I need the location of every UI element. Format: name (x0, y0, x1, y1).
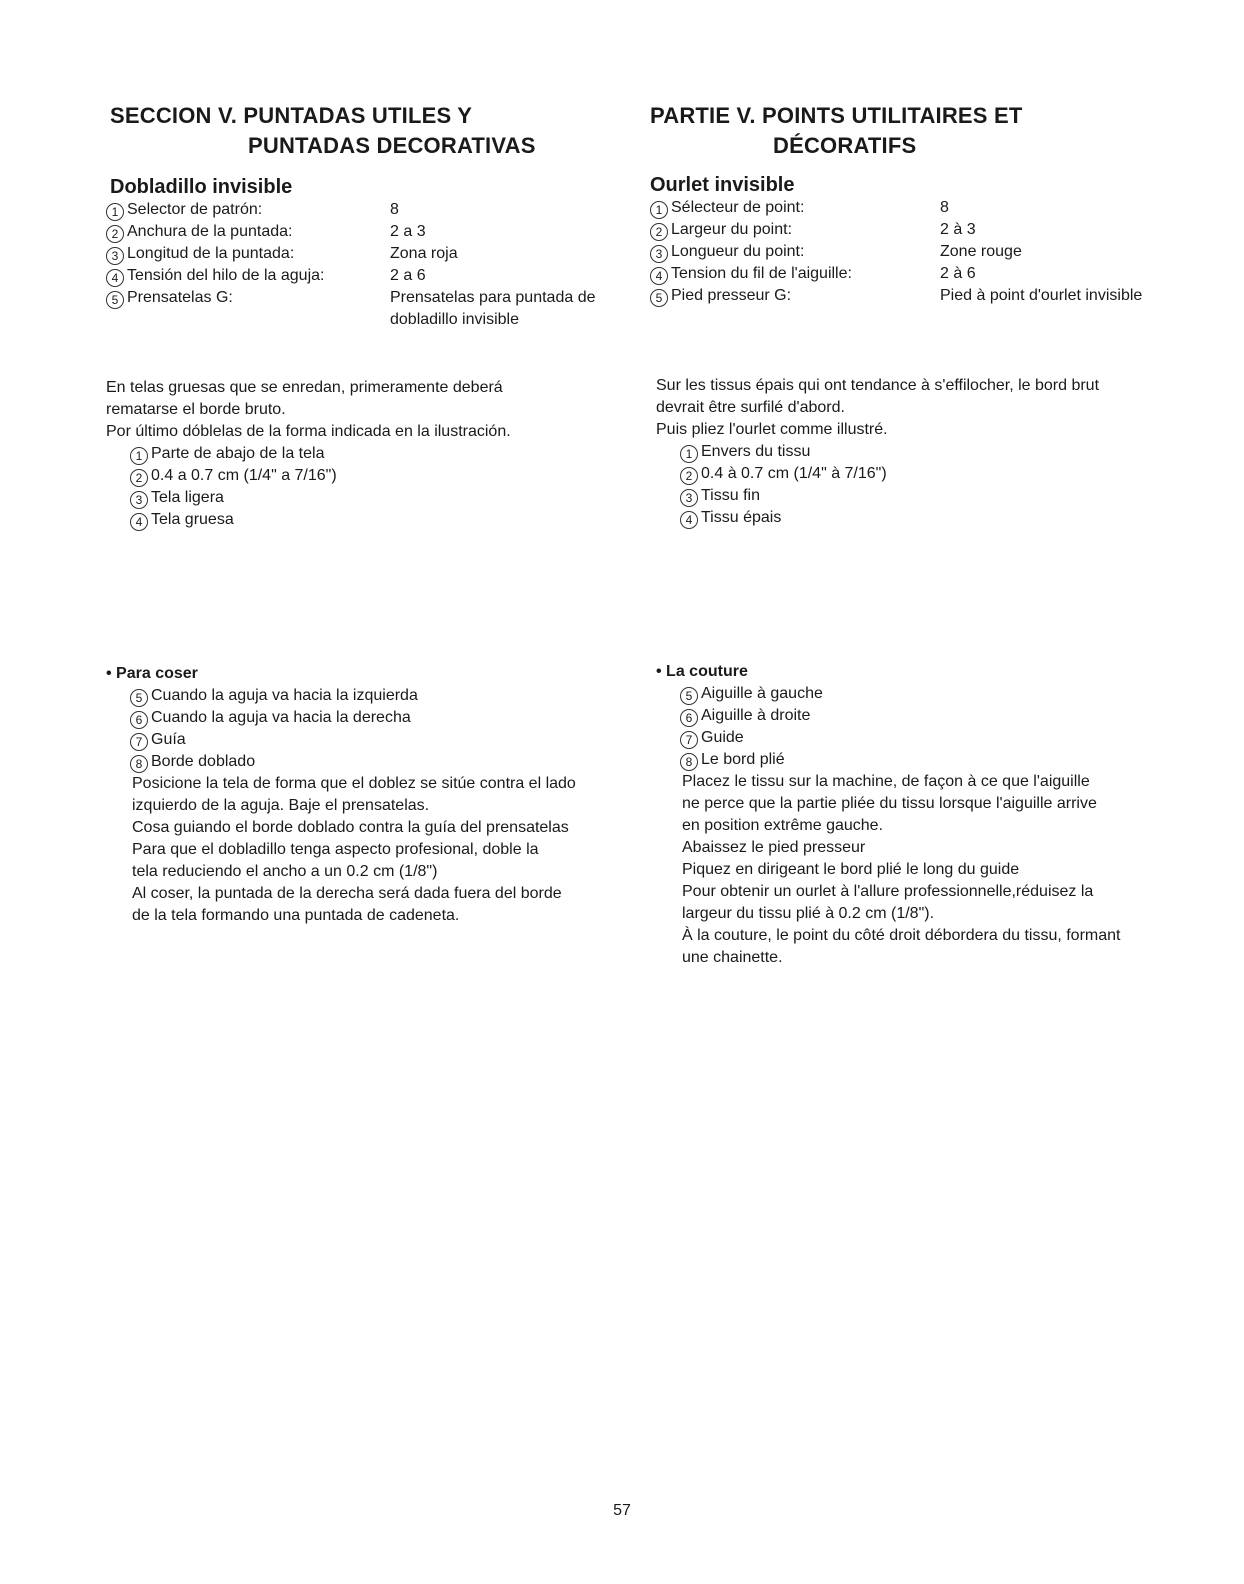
sewing-heading-es: • Para coser (106, 665, 198, 682)
part-text: Envers du tissu (701, 443, 811, 460)
part-text: Guía (151, 731, 186, 748)
intro-es-line: Por último dóblelas de la forma indicada en la ilustración. (106, 423, 511, 440)
setting-value-es-4: 2 a 6 (390, 267, 426, 284)
setting-value-fr-2: 2 à 3 (940, 221, 976, 238)
sewing-part-fr-7 (680, 727, 744, 749)
setting-row-es-5 (106, 287, 233, 309)
setting-value-es-3: Zona roja (390, 245, 458, 262)
sewing-text-fr-line: À la couture, le point du côté droit débordera du tissu, formant (682, 927, 1121, 944)
part-text: Tissu épais (701, 509, 782, 526)
sewing-text-fr-line: largeur du tissu plié à 0.2 cm (1/8"). (682, 905, 935, 922)
setting-label: Tension du fil de l'aiguille: (671, 265, 852, 282)
setting-label: Tensión del hilo de la aguja: (127, 267, 325, 284)
setting-value-es-2: 2 a 3 (390, 223, 426, 240)
sewing-text-es-line: Cosa guiando el borde doblado contra la guía del prensatelas (132, 819, 569, 836)
sewing-text-fr-line: en position extrême gauche. (682, 817, 884, 834)
part-es-4 (130, 509, 234, 531)
circled-number: 1 (130, 447, 148, 465)
circled-number: 8 (130, 755, 148, 773)
circled-number: 6 (130, 711, 148, 729)
subtitle-es: Dobladillo invisible (110, 176, 293, 198)
subtitle-fr: Ourlet invisible (650, 174, 795, 196)
setting-row-fr-5 (650, 285, 791, 307)
setting-row-fr-2 (650, 219, 792, 241)
sewing-text-fr-line: Abaissez le pied presseur (682, 839, 866, 856)
part-fr-4 (680, 507, 781, 529)
sewing-part-fr-6 (680, 705, 810, 727)
part-fr-1 (680, 441, 810, 463)
intro-fr-line: Puis pliez l'ourlet comme illustré. (656, 421, 888, 438)
setting-value-es-1: 8 (390, 201, 399, 218)
part-es-1 (130, 443, 324, 465)
part-text: Cuando la aguja va hacia la derecha (151, 709, 411, 726)
section-title-es-line2: PUNTADAS DECORATIVAS (248, 133, 536, 158)
setting-label: Anchura de la puntada: (127, 223, 293, 240)
circled-number: 4 (106, 269, 124, 287)
intro-es-line: En telas gruesas que se enredan, primeramente deberá (106, 379, 503, 396)
sewing-text-es-line: Para que el dobladillo tenga aspecto profesional, doble la (132, 841, 539, 858)
page-number: 57 (613, 1502, 631, 1519)
circled-number: 2 (106, 225, 124, 243)
setting-value-es-5: Prensatelas para puntada de (390, 289, 596, 306)
sewing-text-fr-line: ne perce que la partie pliée du tissu lorsque l'aiguille arrive (682, 795, 1097, 812)
sewing-text-es-line: izquierdo de la aguja. Baje el prensatelas. (132, 797, 430, 814)
sewing-text-fr-line: Pour obtenir un ourlet à l'allure professionnelle,réduisez la (682, 883, 1094, 900)
setting-row-es-2 (106, 221, 292, 243)
circled-number: 5 (106, 291, 124, 309)
circled-number: 3 (680, 489, 698, 507)
part-text: Tela gruesa (151, 511, 234, 528)
setting-row-es-1 (106, 199, 262, 221)
circled-number: 2 (680, 467, 698, 485)
setting-row-fr-4 (650, 263, 852, 285)
part-text: 0.4 à 0.7 cm (1/4" à 7/16") (701, 465, 887, 482)
sewing-text-es-line: Posicione la tela de forma que el doblez se sitúe contra el lado (132, 775, 576, 792)
sewing-heading-fr: • La couture (656, 663, 748, 680)
sewing-part-es-6 (130, 707, 411, 729)
sewing-part-es-8 (130, 751, 255, 773)
circled-number: 5 (680, 687, 698, 705)
part-text: Borde doblado (151, 753, 256, 770)
intro-fr-line: devrait être surfilé d'abord. (656, 399, 845, 416)
circled-number: 7 (130, 733, 148, 751)
setting-label: Sélecteur de point: (671, 199, 805, 216)
section-title-es-line1: SECCION V. PUNTADAS UTILES Y (110, 103, 473, 128)
part-fr-2 (680, 463, 887, 485)
part-text: Le bord plié (701, 751, 785, 768)
circled-number: 4 (680, 511, 698, 529)
sewing-text-fr-line: Placez le tissu sur la machine, de façon à ce que l'aiguille (682, 773, 1090, 790)
circled-number: 7 (680, 731, 698, 749)
setting-value-fr-1: 8 (940, 199, 949, 216)
part-text: 0.4 a 0.7 cm (1/4" a 7/16") (151, 467, 337, 484)
circled-number: 3 (130, 491, 148, 509)
circled-number: 1 (106, 203, 124, 221)
setting-value-fr-4: 2 à 6 (940, 265, 976, 282)
setting-label: Pied presseur G: (671, 287, 792, 304)
part-text: Tissu fin (701, 487, 760, 504)
setting-label: Longueur du point: (671, 243, 805, 260)
circled-number: 3 (106, 247, 124, 265)
section-title-fr-line1: PARTIE V. POINTS UTILITAIRES ET (650, 103, 1023, 128)
setting-value-fr-5: Pied à point d'ourlet invisible (940, 287, 1143, 304)
part-text: Parte de abajo de la tela (151, 445, 325, 462)
circled-number: 2 (650, 223, 668, 241)
setting-row-fr-3 (650, 241, 804, 263)
circled-number: 4 (130, 513, 148, 531)
circled-number: 4 (650, 267, 668, 285)
part-text: Cuando la aguja va hacia la izquierda (151, 687, 418, 704)
sewing-text-es-line: de la tela formando una puntada de cadeneta. (132, 907, 460, 924)
part-es-2 (130, 465, 337, 487)
part-text: Guide (701, 729, 744, 746)
sewing-text-fr-line: une chainette. (682, 949, 783, 966)
intro-es-line: rematarse el borde bruto. (106, 401, 286, 418)
sewing-part-es-5 (130, 685, 418, 707)
circled-number: 8 (680, 753, 698, 771)
sewing-part-fr-5 (680, 683, 823, 705)
sewing-part-fr-8 (680, 749, 785, 771)
circled-number: 5 (650, 289, 668, 307)
sewing-part-es-7 (130, 729, 186, 751)
intro-fr-line: Sur les tissus épais qui ont tendance à s'effilocher, le bord brut (656, 377, 1100, 394)
sewing-text-es-line: Al coser, la puntada de la derecha será dada fuera del borde (132, 885, 562, 902)
setting-label: Longitud de la puntada: (127, 245, 295, 262)
setting-value-fr-3: Zone rouge (940, 243, 1022, 260)
setting-row-fr-1 (650, 197, 804, 219)
part-es-3 (130, 487, 224, 509)
circled-number: 6 (680, 709, 698, 727)
setting-row-es-3 (106, 243, 294, 265)
circled-number: 1 (680, 445, 698, 463)
circled-number: 3 (650, 245, 668, 263)
setting-label: Selector de patrón: (127, 201, 263, 218)
part-fr-3 (680, 485, 760, 507)
part-text: Aiguille à gauche (701, 685, 823, 702)
setting-label: Prensatelas G: (127, 289, 233, 306)
sewing-text-es-line: tela reduciendo el ancho a un 0.2 cm (1/8") (132, 863, 438, 880)
setting-label: Largeur du point: (671, 221, 792, 238)
circled-number: 5 (130, 689, 148, 707)
setting-row-es-4 (106, 265, 324, 287)
section-title-fr-line2: DÉCORATIFS (773, 133, 917, 158)
part-text: Tela ligera (151, 489, 224, 506)
setting-value-es-5-cont: dobladillo invisible (390, 311, 519, 328)
circled-number: 1 (650, 201, 668, 219)
sewing-text-fr-line: Piquez en dirigeant le bord plié le long du guide (682, 861, 1020, 878)
part-text: Aiguille à droite (701, 707, 811, 724)
circled-number: 2 (130, 469, 148, 487)
